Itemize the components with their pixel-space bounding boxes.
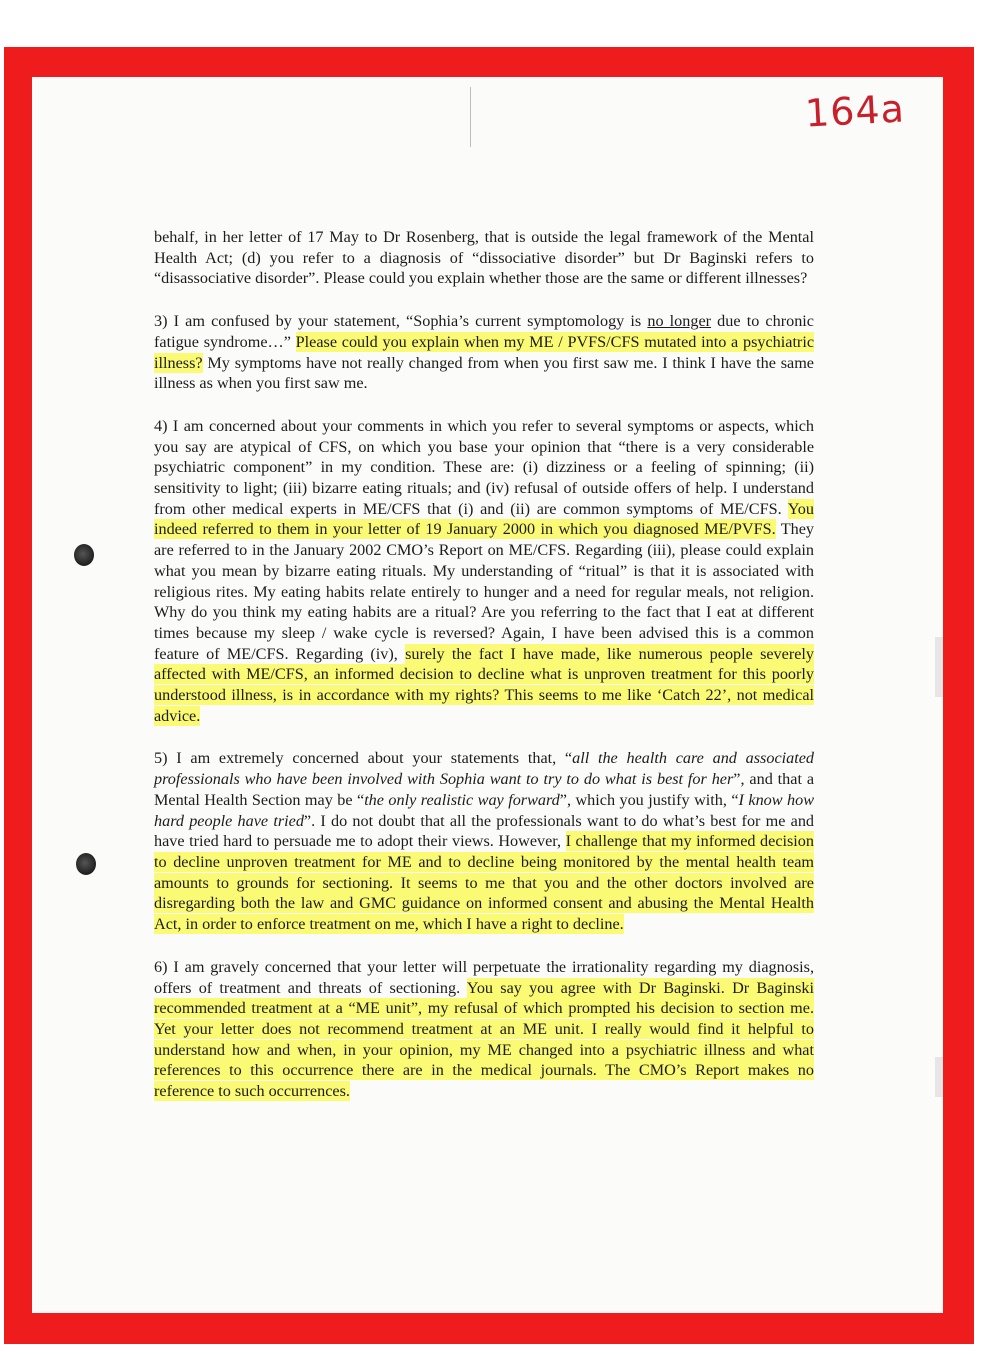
text-segment: 6) I am gravely concerned that your letter will perpetuate the irrationality regarding my diagnosis, offers of treatment and threats of sectioning. bbox=[154, 957, 814, 997]
text-segment: ”. I do not doubt that all the professionals want to do what’s best for me and have tried hard to persuade me to adopt their views. However, bbox=[154, 811, 815, 851]
highlighted-text: You indeed referred to them in your letter of 19 January 2000 in which you diagnosed ME/PVFS. bbox=[154, 499, 814, 539]
paragraph-p5 bbox=[154, 748, 814, 934]
text-segment: 5) I am extremely concerned about your statements that, “ bbox=[154, 749, 573, 768]
scan-smudge bbox=[935, 1057, 943, 1097]
text-segment: ”, which you justify with, “ bbox=[559, 790, 739, 809]
document-page bbox=[32, 77, 943, 1313]
text-segment: I know how hard people have tried bbox=[154, 790, 815, 830]
paragraph-p4 bbox=[154, 416, 814, 727]
paragraph-p-cont bbox=[154, 227, 814, 289]
fold-mark bbox=[470, 87, 471, 147]
highlighted-text: I challenge that my informed decision to decline unproven treatment for ME and to decline being monitored by the mental health team amounts to grounds for sectioning. It seems to me that you and the other doctors involved are disregarding both the law and GMC guidance on informed consent and abusing the Mental Health Act, in order to enforce treatment on me, which I have a right to decline. bbox=[154, 832, 814, 934]
paragraph-p6 bbox=[154, 957, 814, 1102]
page-number-handwritten: 164a bbox=[804, 86, 907, 136]
text-segment: They are referred to in the January 2002 CMO’s Report on ME/CFS. Regarding (iii), please could explain what you mean by bizarre eating rituals. My understanding of “ritual” is that it is associated with religious rites. My eating habits relate entirely to hunger and a need for regular meals, not religion. Why do you think my eating habits are a ritual? Are you referring to the fact that I eat at different times because my sleep / wake cycle is reversed? Again, I have been advised this is a common feature of ME/CFS. Regarding (iv), bbox=[154, 520, 815, 663]
highlighted-text: surely the fact I have made, like numerous people severely affected with ME/CFS, an informed decision to decline what is unproven treatment for this poorly understood illness, is in accordance with my rights? This seems to me like ‘Catch 22’, not medical advice. bbox=[154, 644, 814, 725]
text-segment: 3) I am confused by your statement, “Sophia’s current symptomology is bbox=[154, 312, 648, 331]
text-segment: due to chronic fatigue syndrome…” bbox=[154, 312, 814, 351]
text-segment: My symptoms have not really changed from when you first saw me. I think I have the same illness as when you first saw me. bbox=[154, 353, 814, 393]
highlighted-text: Please could you explain when my ME / PVFS/CFS mutated into a psychiatric illness? bbox=[154, 332, 815, 372]
text-segment: behalf, in her letter of 17 May to Dr Rosenberg, that is outside the legal framework of the Mental Health Act; (d) you refer to a diagnosis of “dissociative disorder” but Dr Baginski refers to “disassociative disorder”. Please could you explain whether those are the same or different illnesses? bbox=[154, 228, 814, 288]
red-border-frame bbox=[4, 47, 974, 1344]
scan-smudge bbox=[935, 637, 943, 697]
highlighted-text: You say you agree with Dr Baginski. Dr Baginski recommended treatment at a “ME unit”, my refusal of which prompted his decision to section me. Yet your letter does not recommend treatment at an ME unit. I really would find it helpful to understand how and when, in your opinion, my ME changed into a psychiatric illness and what references to this occurrence there are in the medical journals. The CMO’s Report makes no reference to such occurrences. bbox=[154, 978, 814, 1101]
text-segment: 4) I am concerned about your comments in which you refer to several symptoms or aspects, which you say are atypical of CFS, on which you base your opinion that “there is a very considerable psychiatric component” in my condition. These are: (i) dizziness or a feeling of spinning; (ii) sensitivity to light; (iii) bizarre eating rituals; and (iv) refusal of outside offers of help. I understand from other medical experts in ME/CFS that (i) and (ii) are common symptoms of ME/CFS. bbox=[154, 416, 814, 518]
letter-body bbox=[154, 227, 814, 1124]
paragraph-p3 bbox=[154, 311, 814, 394]
punch-hole-icon bbox=[76, 853, 96, 875]
punch-hole-icon bbox=[74, 544, 94, 566]
text-segment: ”, and that a Mental Health Section may be “ bbox=[154, 770, 815, 809]
text-segment: all the health care and associated professionals who have been involved with Sophia want to try to do what is best for her bbox=[154, 749, 814, 789]
text-segment: the only realistic way forward bbox=[364, 790, 560, 809]
text-segment: no longer bbox=[647, 312, 712, 331]
